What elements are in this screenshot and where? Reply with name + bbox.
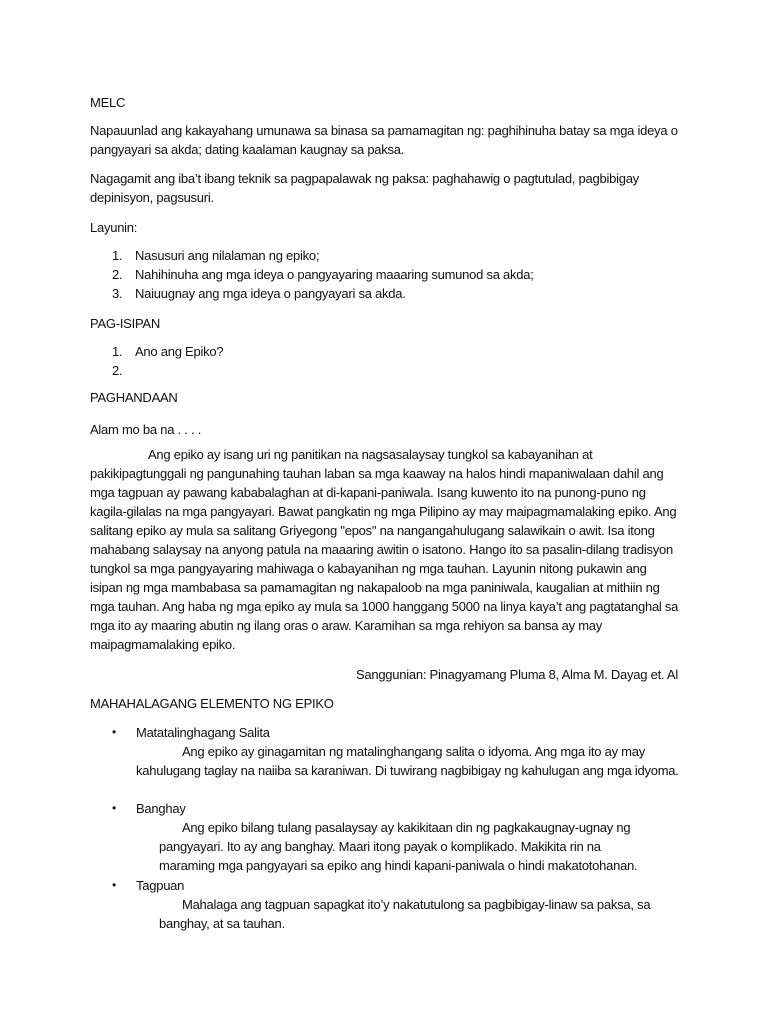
- bullet-icon: •: [112, 878, 116, 892]
- melc-item-1: Napauunlad ang kakayahang umunawa sa binasa sa pamamagitan ng: paghihinuha batay sa mga ideya o pangyayari sa akda; dating kaalaman kaugnay sa paksa.: [90, 123, 678, 157]
- bullet-icon: •: [112, 725, 116, 739]
- list-item: 1. Ano ang Epiko?: [112, 344, 224, 359]
- layunin-list: [112, 246, 534, 303]
- list-item: 2. Nahihinuha ang mga ideya o pangyayaring maaaring sumunod sa akda;: [112, 267, 534, 282]
- element-text-matatalinghaga: Ang epiko ay ginagamitan ng matalinghangang salita o idyoma. Ang mga ito ay may kahulugang taglay na naiiba sa karaniwan. Di tuwirang nagbibigay ng kahulugan ang mga idyoma.: [136, 744, 679, 778]
- element-text-tagpuan: Mahalaga ang tagpuan sapagkat ito’y nakatutulong sa pagbibigay-linaw sa paksa, sa banghay, at sa tauhan.: [159, 897, 651, 931]
- melc-heading: MELC: [90, 95, 126, 110]
- list-item: 1. Nasusuri ang nilalaman ng epiko;: [112, 248, 320, 263]
- element-title-banghay: Banghay: [136, 801, 186, 816]
- pag-isipan-list: [112, 342, 223, 380]
- element-text-banghay: Ang epiko bilang tulang pasalaysay ay kakikitaan din ng pagkakaugnay-ugnay ng pangyayari. Ito ay ang banghay. Maari itong payak o komplikado. Makikita rin na maraming mga pangyayari sa epiko ang hindi kapani-paniwala o hindi makatotohanan.: [159, 820, 638, 873]
- alam-mo-ba-intro: Alam mo ba na . . . .: [90, 422, 202, 437]
- list-item: 2.: [112, 363, 123, 378]
- layunin-heading: Layunin:: [90, 220, 138, 235]
- epiko-paragraph: Ang epiko ay isang uri ng panitikan na nagsasalaysay tungkol sa kabayanihan at pakikipagtunggali ng pangunahing tauhan laban sa mga kaaway na halos hindi mapaniwalaan dahil ang mga tagpuan ay pawang kababalaghan at di-kapani-paniwala. Isang kuwento ito na punong-puno ng kagila-gilalas na mga pangyayari. Bawat pangkatin ng mga Pilipino ay may maipagmamalaking epiko. Ang salitang epiko ay mula sa salitang Griyegong "epos" na nangangahulugang salawikain o awit. Isa itong mahabang salaysay na anyong patula na maaaring awitin o isatono. Hango ito sa pasalin-dilang tradisyon tungkol sa mga pangyayaring mahiwaga o kabayanihan ng mga tauhan. Layunin nitong pukawin ang isipan ng mga mambabasa sa pamamagitan ng nakapaloob na mga paniniwala, kaugalian at mithiin ng mga tauhan. Ang haba ng mga epiko ay mula sa 1000 hanggang 5000 na linya kaya’t ang pagtatanghal sa mga ito ay maaring abutin ng ilang oras o araw. Karamihan sa mga rehiyon sa bansa ay may maipagmamalaking epiko.: [90, 447, 679, 652]
- paghandaan-heading: PAGHANDAAN: [90, 390, 178, 405]
- melc-item-2: Nagagamit ang iba’t ibang teknik sa pagpapalawak ng paksa: paghahawig o pagtutulad, pagbibigay depinisyon, pagsusuri.: [90, 171, 639, 205]
- element-title-matatalinghaga: Matatalinghagang Salita: [136, 725, 270, 740]
- elemento-heading: MAHAHALAGANG ELEMENTO NG EPIKO: [90, 696, 334, 711]
- element-title-tagpuan: Tagpuan: [136, 878, 185, 893]
- pag-isipan-heading: PAG-ISIPAN: [90, 316, 160, 331]
- list-item: 3. Naiuugnay ang mga ideya o pangyayari sa akda.: [112, 286, 406, 301]
- source-citation: Sanggunian: Pinagyamang Pluma 8, Alma M. Dayag et. Al: [355, 667, 678, 682]
- bullet-icon: •: [112, 801, 116, 815]
